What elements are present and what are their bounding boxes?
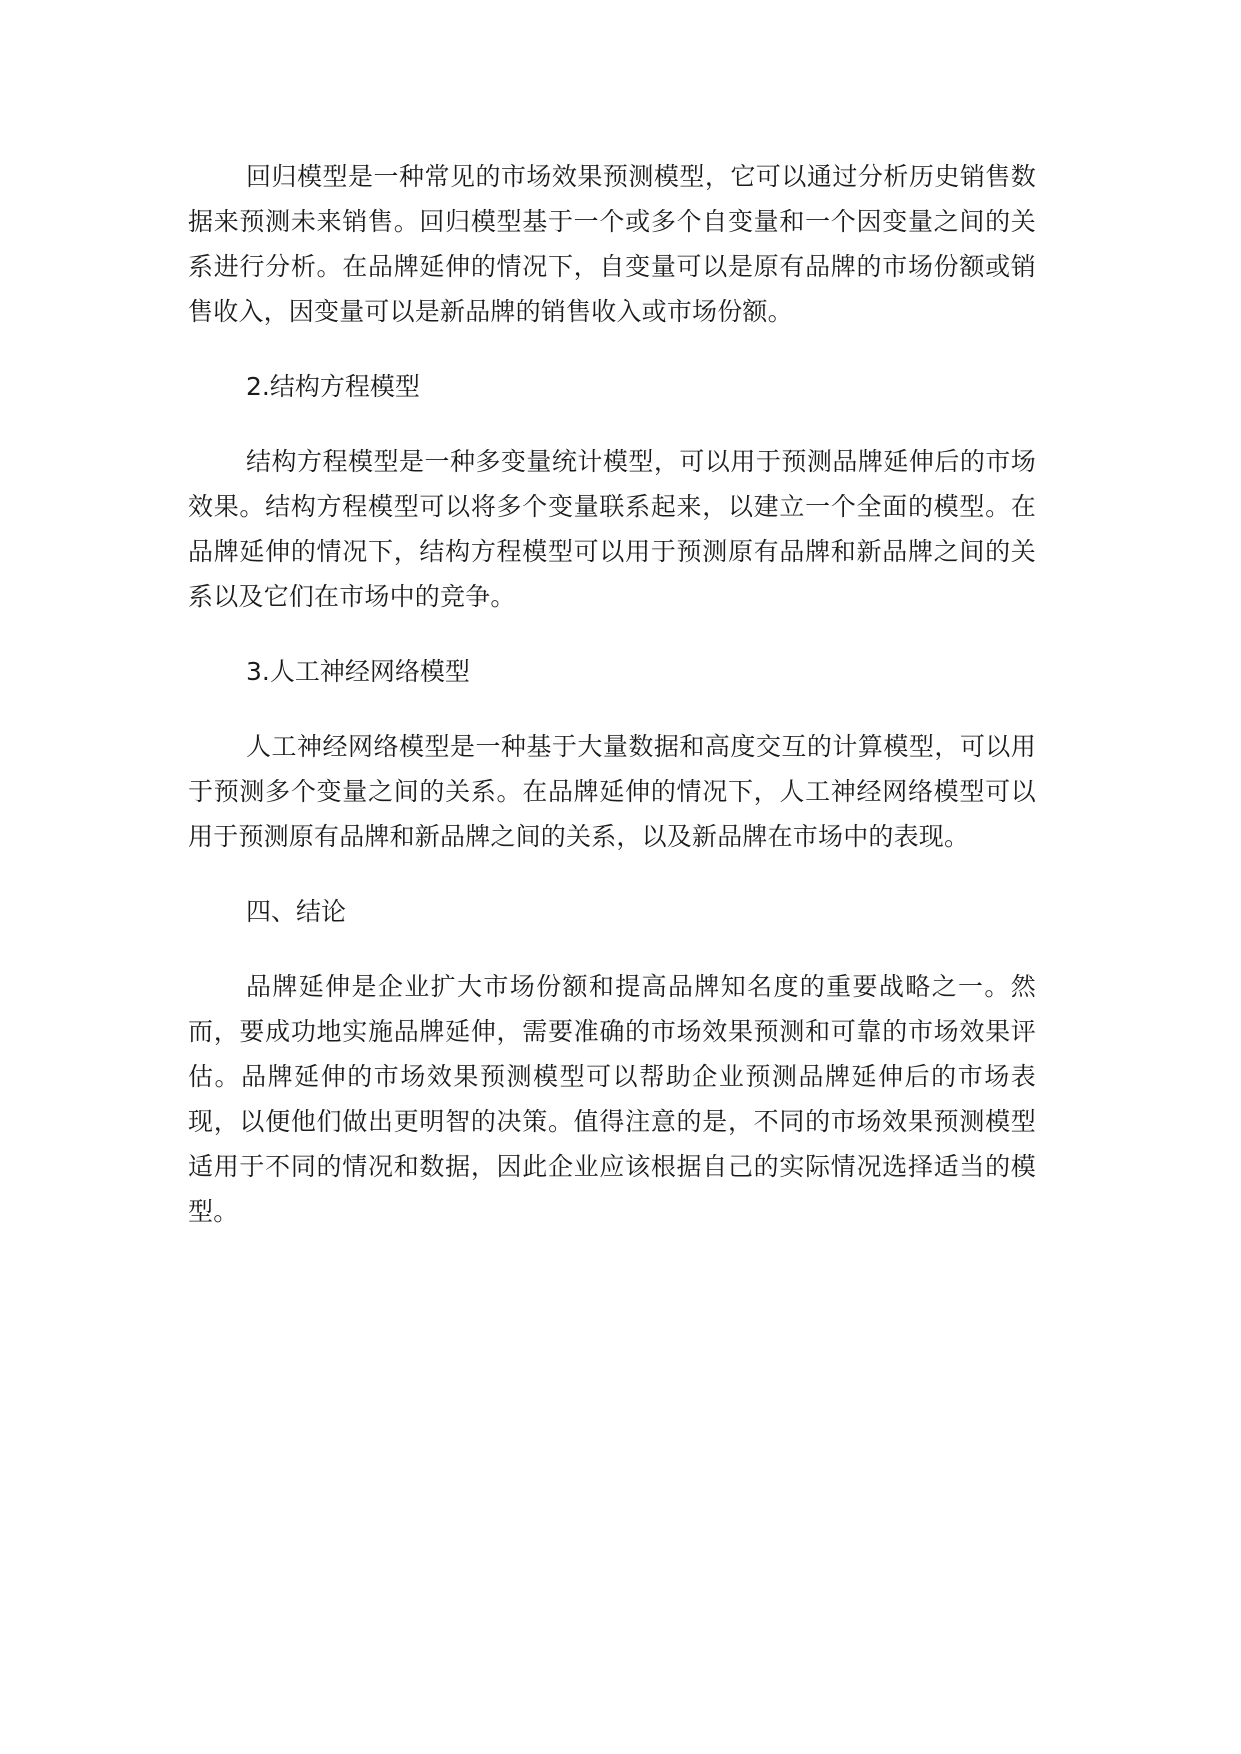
- heading-conclusion: 四、结论: [246, 897, 347, 926]
- document-body: [188, 154, 1036, 1264]
- paragraph-structural-equation-model: 结构方程模型是一种多变量统计模型，可以用于预测品牌延伸后的市场效果。结构方程模型可以将多个变量联系起来，以建立一个全面的模型。在品牌延伸的情况下，结构方程模型可以用于预测原有品牌和新品牌之间的关系以及它们在市场中的竞争。: [188, 447, 1036, 611]
- paragraph-neural-network-model: 人工神经网络模型是一种基于大量数据和高度交互的计算模型，可以用于预测多个变量之间的关系。在品牌延伸的情况下，人工神经网络模型可以用于预测原有品牌和新品牌之间的关系，以及新品牌在市场中的表现。: [188, 732, 1036, 851]
- paragraph-conclusion: 品牌延伸是企业扩大市场份额和提高品牌知名度的重要战略之一。然而，要成功地实施品牌延伸，需要准确的市场效果预测和可靠的市场效果评估。品牌延伸的市场效果预测模型可以帮助企业预测品牌延伸后的市场表现，以便他们做出更明智的决策。值得注意的是，不同的市场效果预测模型适用于不同的情况和数据，因此企业应该根据自己的实际情况选择适当的模型。: [188, 972, 1036, 1226]
- paragraph-regression-model: 回归模型是一种常见的市场效果预测模型，它可以通过分析历史销售数据来预测未来销售。回归模型基于一个或多个自变量和一个因变量之间的关系进行分析。在品牌延伸的情况下，自变量可以是原有品牌的市场份额或销售收入，因变量可以是新品牌的销售收入或市场份额。: [188, 162, 1036, 326]
- heading-structural-equation-model: 2.结构方程模型: [246, 372, 420, 401]
- heading-neural-network-model: 3.人工神经网络模型: [246, 657, 470, 686]
